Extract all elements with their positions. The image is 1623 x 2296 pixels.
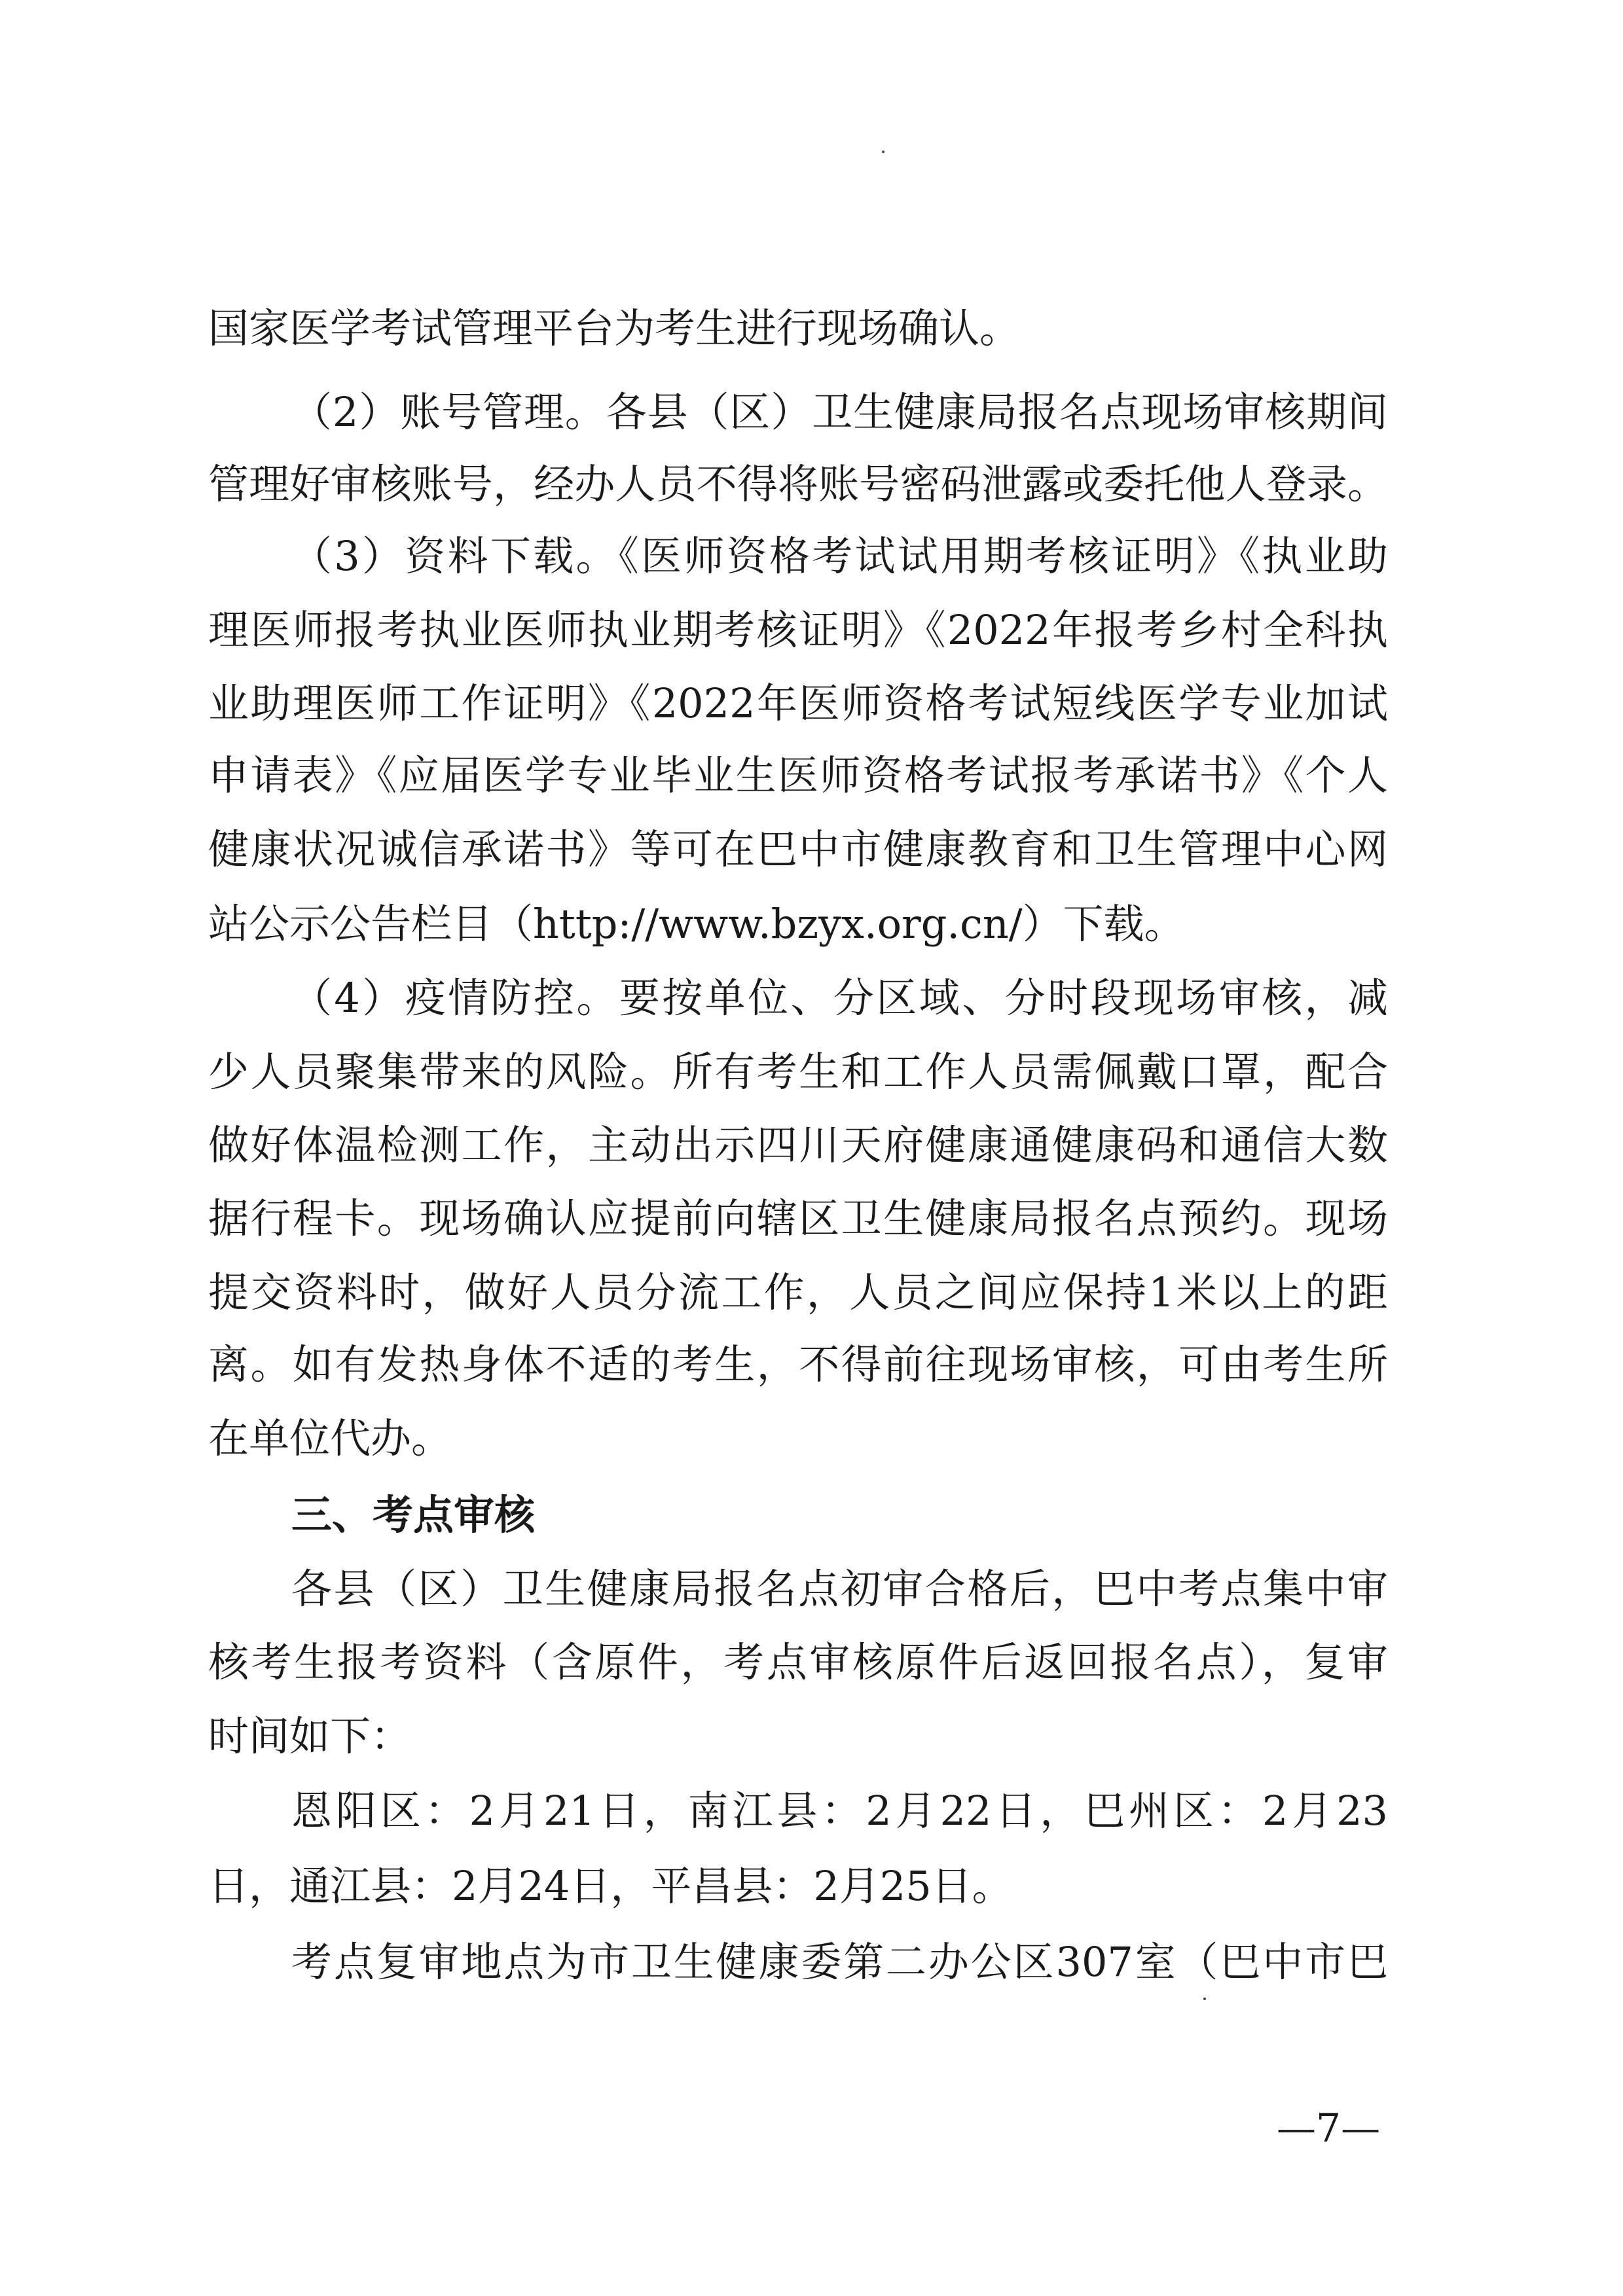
scan-speck [1203, 1998, 1206, 2000]
body-line: 业助理医师工作证明》《2022年医师资格考试短线医学专业加试 [208, 679, 1388, 727]
body-line: 国家医学考试管理平台为考生进行现场确认。 [208, 304, 1021, 352]
body-line: 考点复审地点为市卫生健康委第二办公区307室（巴中市巴 [291, 1938, 1388, 1986]
body-line: 各县（区）卫生健康局报名点初审合格后，巴中考点集中审 [291, 1565, 1388, 1613]
body-line: 离。如有发热身体不适的考生，不得前往现场审核，可由考生所 [208, 1340, 1388, 1388]
body-line: 时间如下： [208, 1712, 412, 1760]
body-line: （3）资料下载。《医师资格考试试用期考核证明》《执业助 [291, 532, 1388, 580]
scan-speck [882, 151, 884, 153]
body-line: 做好体温检测工作，主动出示四川天府健康通健康码和通信大数 [208, 1121, 1388, 1169]
body-line: 核考生报考资料（含原件，考点审核原件后返回报名点），复审 [208, 1638, 1388, 1686]
body-line: 在单位代办。 [208, 1414, 452, 1462]
body-line: 日，通江县：2月24日，平昌县：2月25日。 [208, 1862, 1013, 1910]
body-line: 提交资料时，做好人员分流工作，人员之间应保持1米以上的距 [208, 1268, 1388, 1316]
body-line: 据行程卡。现场确认应提前向辖区卫生健康局报名点预约。现场 [208, 1194, 1388, 1242]
body-line: 申请表》《应届医学专业毕业生医师资格考试报考承诺书》《个人 [208, 751, 1388, 799]
page-number: —7— [1277, 2106, 1381, 2151]
body-line: 站公示公告栏目（http://www.bzyx.org.cn/）下载。 [208, 900, 1185, 948]
body-line: （4）疫情防控。要按单位、分区域、分时段现场审核，减 [291, 974, 1388, 1022]
body-line: 恩阳区：2月21日，南江县：2月22日，巴州区：2月23 [291, 1787, 1388, 1835]
body-line: 健康状况诚信承诺书》等可在巴中市健康教育和卫生管理中心网 [208, 825, 1388, 873]
body-line: 少人员聚集带来的风险。所有考生和工作人员需佩戴口罩，配合 [208, 1048, 1388, 1096]
body-line: 理医师报考执业医师执业期考核证明》《2022年报考乡村全科执 [208, 606, 1388, 654]
body-line: 管理好审核账号，经办人员不得将账号密码泄露或委托他人登录。 [208, 460, 1388, 508]
section-heading: 三、考点审核 [291, 1491, 536, 1539]
body-line: （2）账号管理。各县（区）卫生健康局报名点现场审核期间 [291, 388, 1388, 436]
